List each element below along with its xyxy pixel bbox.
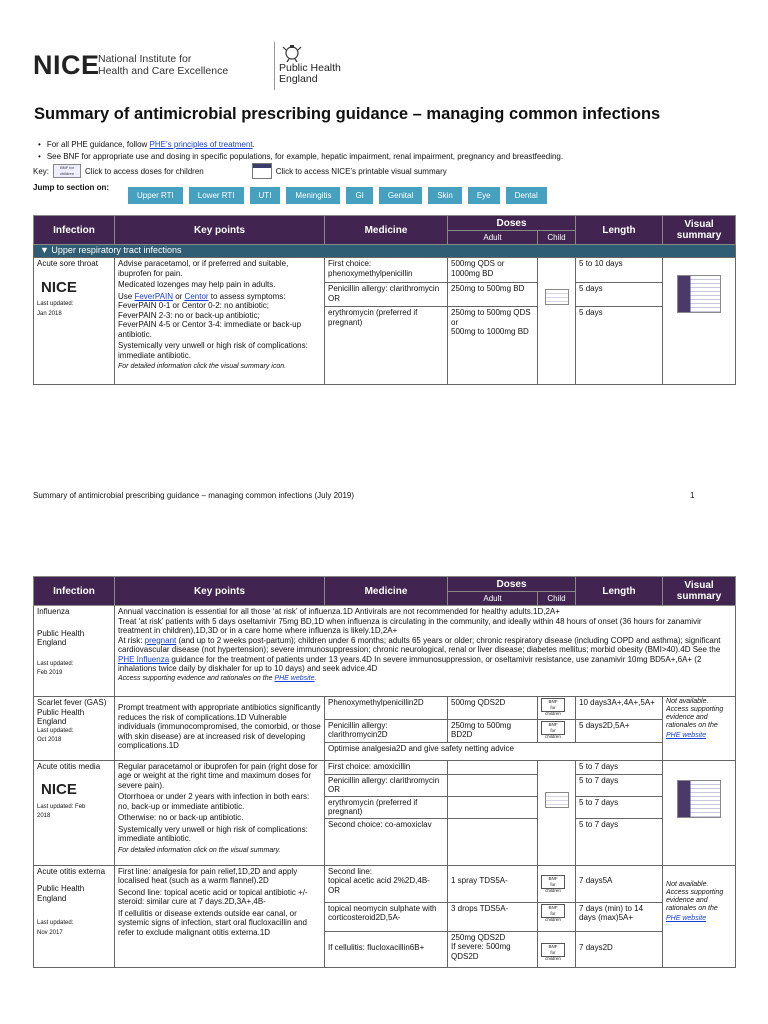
visual-summary-cell [663,865,736,967]
key-point: Otherwise: no or back-up antibiotic. [118,813,244,822]
key-point [118,292,321,302]
not-available-text: Not available. Access supporting evidence and rationales on the [666,880,724,912]
bnf-children-icon[interactable]: BNF for children [541,721,565,735]
jump-eye-button[interactable]: Eye [468,187,500,204]
kp-text: At risk: [118,635,145,645]
kp-text: Access supporting evidence and rationales on the [118,674,275,682]
medicine-cell: topical neomycin sulphate with corticosteroid2D,5A- [325,902,448,931]
phe-line2: England [279,73,318,85]
header-doses: Doses [448,577,576,592]
header-visual-summary: Visual summary [663,216,736,245]
medicine-cell: erythromycin (preferred if pregnant) [325,307,448,385]
medicine-cell: Penicillin allergy: clarithromycin OR [325,774,448,796]
bnf-children-icon[interactable]: BNF for children [541,943,565,957]
jump-uti-button[interactable]: UTI [250,187,281,204]
length-cell: 5 days [576,283,663,307]
medicine-cell [325,931,448,967]
key-point: Treat ‘at risk’ patients with 5 days oseltamivir 75mg BD,1D when influenza is circulating in the community, and ideally within 48 hours of onset (36 hours for zanamivir treatment in children),1D,3D or in a care home where influenza is likely.1D,2A+ [118,616,702,635]
med-line: If cellulitis: flucloxacillin6B+ [328,942,425,952]
medicine-cell: Phenoxymethylpenicillin2D [325,697,448,720]
key-point-note: For detailed information click on the visual summary. [118,846,281,854]
nice-logo: NICE [33,50,100,80]
length-cell: 5 to 7 days [576,760,663,774]
pregnant-link[interactable]: pregnant [144,635,177,645]
medicine-cell: First choice: phenoxymethylpenicillin [325,258,448,283]
adult-dose-cell [448,931,538,967]
length-cell: 5 to 10 days [576,258,663,283]
infection-name: Influenza [37,607,70,616]
adult-dose-cell: 250mg to 500mg BD2D [448,719,538,742]
header-visual-summary: Visual summary [663,577,736,606]
last-updated-label: Last updated: [37,301,74,307]
infection-name: Acute otitis media [37,761,101,771]
nice-logo-small: NICE [41,278,77,296]
adult-dose-cell [448,818,538,865]
nice-org-name [98,53,228,77]
kp-text: (and up to 2 weeks post-partum); children under 6 months; adults 65 years or older; chronic respiratory disease (including COPD and asthma); significant cardiovascular disease (not hypertension); severe immunosuppression; chronic neurological, renal or liver disease; diabetes mellitus; morbid obesity (BMI>40).4D See the [118,635,721,654]
last-updated-date: Feb 2019 [37,670,63,676]
nice-visual-summary-icon[interactable] [677,275,721,313]
jump-skin-button[interactable]: Skin [428,187,462,204]
kp-text: guidance for the treatment of patients under 13 years.4D In severe immunosuppression, or oseltamivir resistance, use zanamivir 10mg BD5A+,6A+ (2 inhalations twice daily by diskhaler for up to 10 days) and seek advice.4D [118,654,702,673]
key-point: Systemically very unwell or high risk of complications: immediate antibiotic. [118,824,308,843]
medicine-cell: Penicillin allergy: clarithromycin2D [325,719,448,742]
dose-line: 1 spray TDS5A- [451,875,508,885]
medicine-cell: First choice: amoxicillin [325,760,448,774]
length-line: 7 days2D [579,942,613,952]
key-point: Annual vaccination is essential for all those ‘at risk’ of influenza.1D Antivirals are not recommended for healthy adults.1D,2A+ [118,607,560,616]
phe-principles-link[interactable]: PHE’s principles of treatment [149,140,253,149]
infection-cell [34,865,115,967]
bnf-children-icon: BNF for children [53,164,81,178]
key-point: FeverPAIN 0-1 or Centor 0-2: no antibiotic; [118,301,270,310]
jump-upper-rti-button[interactable]: Upper RTI [128,187,183,204]
length-cell: 7 days (min) to 14 days (max)5A+ [576,902,663,931]
header-key-points: Key points [115,216,325,245]
intro-bullets [38,139,563,163]
length-cell: 5 days2D,5A+ [576,719,663,742]
key-point: Regular paracetamol or ibuprofen for pain (right dose for age or weight at the right time and maximum doses for severe pain). [118,761,318,790]
key-point: Second line: topical acetic acid or topical antibiotic +/- steroid: similar cure at 7 days.2D,3A+,4B- [118,887,308,906]
key-point-note [118,674,732,684]
header-medicine: Medicine [325,216,448,245]
feverpain-link[interactable]: FeverPAIN [134,291,173,301]
key-points-cell [115,697,325,761]
key-point: Otorrhoea or under 2 years with infection in both ears: no, back-up or immediate antibiotic. [118,792,310,811]
adult-dose-cell: 3 drops TDS5A- [448,902,538,931]
nice-visual-summary-icon[interactable] [677,780,721,818]
kp-text: to assess symptoms: [208,291,286,301]
org-line2: England [37,893,67,903]
org-line2: England [37,717,67,726]
infection-cell [34,258,115,385]
royal-crest-icon [281,44,303,62]
page-footer: Summary of antimicrobial prescribing guidance – managing common infections (July 2019) [33,491,355,500]
guidance-table-1 [33,215,736,385]
bnf-children-icon[interactable]: BNF for children [541,904,565,918]
adult-dose-cell: 500mg QDS or 1000mg BD [448,258,538,283]
length-cell [576,931,663,967]
key-point-note: For detailed information click the visual summary icon. [118,363,287,370]
key-label: Key: [33,166,50,176]
header-length: Length [576,577,663,606]
bnf-children-icon[interactable] [545,792,569,808]
phe-influenza-link[interactable]: PHE Influenza [118,654,170,664]
header-key-points: Key points [115,577,325,606]
kp-text: Use [118,291,135,301]
nice-sub-line1: National Institute for [98,53,192,65]
infection-cell [34,697,115,761]
centor-link[interactable]: Centor [184,291,209,301]
header-adult: Adult [448,592,538,606]
child-dose-cell [538,258,576,385]
jump-lower-rti-button[interactable]: Lower RTI [189,187,244,204]
org-line2: England [37,638,67,647]
dose-line: 250mg QDS2D [451,932,506,942]
key-points-cell [115,258,325,385]
not-available-text: Not available. Access supporting evidence and rationales on the [666,698,724,729]
page-title: Summary of antimicrobial prescribing guidance – managing common infections [34,105,661,123]
key-point: Prompt treatment with appropriate antibiotics significantly reduces the risk of complications.1D Vulnerable individuals (immunocompromised, the comorbid, or those with skin disease) are at increased risk of developing complications.1D [118,703,321,750]
key-point: Systemically very unwell or high risk of complications: immediate antibiotic. [118,341,308,360]
infection-cell [34,760,115,865]
visual-summary-cell [663,760,736,865]
key-point: If cellulitis or disease extends outside ear canal, or systemic signs of infection, start oral flucloxacillin and refer to exclude malignant otitis externa.1D [118,908,307,937]
length-cell: 5 days [576,307,663,385]
key-points-cell [115,865,325,967]
advice-cell: Optimise analgesia2D and give safety netting advice [325,742,663,760]
last-updated-label: Last updated: [37,660,74,667]
key-point: First line: analgesia for pain relief,1D,2D and apply localised heat (such as a warm flannel).2D [118,866,298,885]
length-cell [576,865,663,902]
length-cell: 5 to 7 days [576,818,663,865]
nice-sub-line2: Health and Care Excellence [98,65,229,77]
visual-summary-cell [663,697,736,761]
dose-line: If severe: 500mg QDS2D [451,942,511,961]
key-points-cell [115,760,325,865]
infection-name: Scarlet fever (GAS) [37,698,107,707]
header-child: Child [538,592,576,606]
bullet-1-pre: For all PHE guidance, follow [46,140,150,149]
jump-nav [128,187,547,204]
med-line: Second line: [328,866,373,876]
org-line1: Public Health [37,884,85,893]
last-updated-label: Last updated: Feb [37,803,86,810]
page-number: 1 [690,491,695,500]
kp-text: . [314,674,317,682]
last-updated-date: Oct 2018 [37,737,62,743]
child-dose-cell [538,865,576,902]
phe-line1: Public Health [279,62,341,74]
phe-divider [274,42,275,90]
bullet-1-post: . [252,140,255,149]
infection-cell [34,606,115,697]
medicine-cell: erythromycin (preferred if pregnant) [325,796,448,818]
adult-dose-cell [448,865,538,902]
phe-website-link[interactable]: PHE website [666,732,707,739]
jump-meningitis-button[interactable]: Meningitis [286,187,340,204]
adult-dose-cell: 500mg QDS2D [448,697,538,720]
bnf-children-icon[interactable] [545,289,569,305]
header-medicine: Medicine [325,577,448,606]
key-point [118,636,732,674]
medicine-cell: Second choice: co-amoxiclav [325,818,448,865]
org-line1: Public Health [37,707,85,717]
header-infection: Infection [34,577,115,606]
adult-dose-cell [448,307,538,385]
dose-line: 250mg to 500mg QDS or [451,308,531,327]
section-heading-upper-rti[interactable]: ▼ Upper respiratory tract infections [34,245,736,258]
dose-line: 500mg to 1000mg BD [451,327,529,336]
header-adult: Adult [448,231,538,245]
child-dose-cell [538,760,576,865]
key-point: FeverPAIN 2-3: no or back-up antibiotic; [118,310,260,320]
child-dose-cell [538,697,576,720]
child-dose-cell [538,719,576,742]
adult-dose-cell [448,760,538,774]
bnf-children-icon[interactable]: BNF for children [541,698,565,712]
header-doses: Doses [448,216,576,231]
phe-website-link[interactable]: PHE website [666,914,707,922]
jump-gi-button[interactable]: GI [346,187,372,204]
adult-dose-cell: 250mg to 500mg BD [448,283,538,307]
key-point: Advise paracetamol, or if preferred and suitable, ibuprofen for pain. [118,259,289,278]
last-updated-label: Last updated: [37,727,74,734]
length-line: 7 days5A [579,875,613,885]
nice-key-text: Click to access NICE’s printable visual summary [275,166,447,176]
nice-logo-small: NICE [41,781,77,798]
adult-dose-cell [448,796,538,818]
visual-summary-cell [663,258,736,385]
header-infection: Infection [34,216,115,245]
length-cell: 5 to 7 days [576,774,663,796]
child-dose-cell [538,902,576,931]
last-updated-date: 2018 [37,813,51,819]
nice-visual-summary-icon [252,163,272,179]
jump-dental-button[interactable]: Dental [506,187,547,204]
infection-name: Acute sore throat [37,259,98,268]
key-legend [33,163,447,179]
last-updated-date: Nov 2017 [37,929,63,936]
bnf-children-icon[interactable]: BNF for children [541,875,565,889]
child-dose-cell [538,931,576,967]
bullet-2: • See BNF for appropriate use and dosing in specific populations, for example, hepatic impairment, renal impairment, pregnancy and breastfeeding. [38,151,563,163]
kp-text: or [172,291,185,301]
header-length: Length [576,216,663,245]
bnf-key-text: Click to access doses for children [85,166,204,176]
header-child: Child [538,231,576,245]
last-updated-date: Jan 2018 [37,310,62,317]
org-line1: Public Health [37,628,85,638]
phe-website-link[interactable]: PHE website [274,674,315,682]
key-point: Medicated lozenges may help pain in adults. [118,280,276,289]
adult-dose-cell [448,774,538,796]
guidance-table-2 [33,576,736,968]
key-point: FeverPAIN 4-5 or Centor 3-4: immediate or back-up antibiotic. [118,320,302,339]
length-cell: 5 to 7 days [576,796,663,818]
last-updated-label: Last updated: [37,920,74,926]
phe-logo-text [279,63,341,85]
med-line: topical acetic acid 2%2D,4B- OR [328,876,430,895]
influenza-key-points [115,606,736,697]
jump-label: Jump to section on: [33,183,109,192]
length-cell: 10 days3A+,4A+,5A+ [576,697,663,720]
bullet-1 [38,139,563,151]
infection-name: Acute otitis externa [37,866,106,876]
medicine-cell [325,865,448,902]
jump-genital-button[interactable]: Genital [379,187,422,204]
medicine-cell: Penicillin allergy: clarithromycin OR [325,283,448,307]
